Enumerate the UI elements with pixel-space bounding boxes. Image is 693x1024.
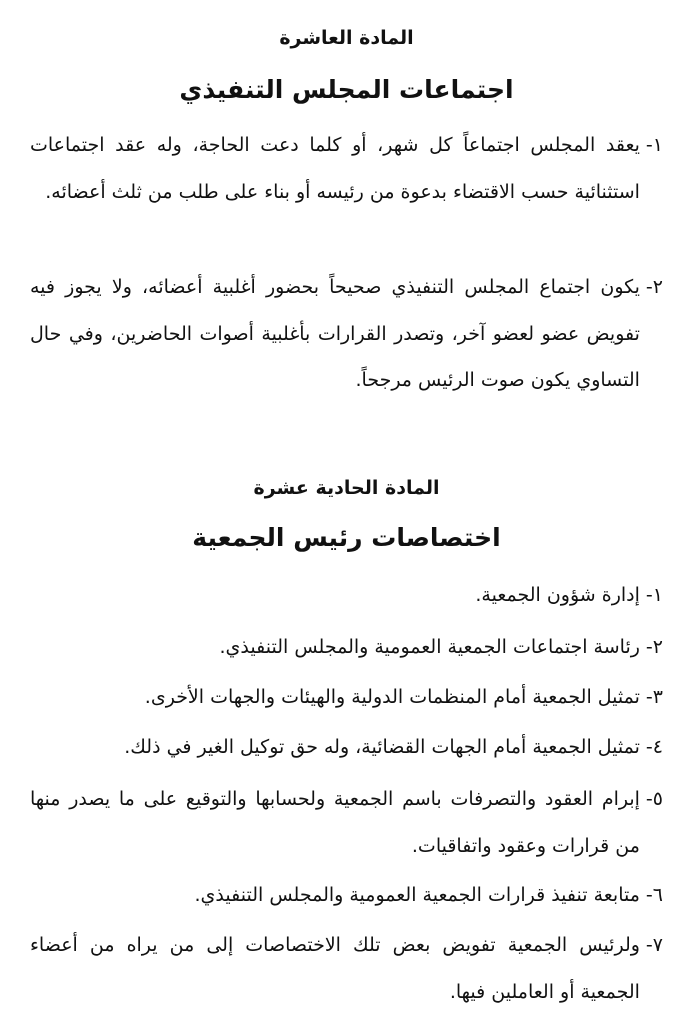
article-10-title: اجتماعات المجلس التنفيذي: [179, 75, 514, 104]
clause-text: متابعة تنفيذ قرارات الجمعية العمومية والمجلس التنفيذي.: [194, 884, 640, 906]
article-11-clause-2: [30, 624, 663, 671]
clause-text: يعقد المجلس اجتماعاً كل شهر، أو كلما دعت الحاجة، وله عقد اجتماعات استثنائية حسب الاقتضاء بدعوة من رئيسه أو بناء على طلب من ثلث أعضائه.: [30, 134, 640, 203]
article-11-clause-7: [30, 922, 663, 1015]
clause-text: ولرئيس الجمعية تفويض بعض تلك الاختصاصات إلى من يراه من أعضاء الجمعية أو العاملين فيها.: [30, 934, 640, 1003]
article-11-clause-6: [30, 872, 663, 919]
article-10-label: المادة العاشرة: [279, 27, 414, 49]
clause-text: إبرام العقود والتصرفات باسم الجمعية ولحسابها والتوقيع على ما يصدر منها من قرارات وعقود واتفاقيات.: [30, 788, 640, 857]
clause-number: ٦-: [645, 884, 663, 906]
article-11-title: اختصاصات رئيس الجمعية: [192, 523, 501, 552]
clause-text: رئاسة اجتماعات الجمعية العمومية والمجلس التنفيذي.: [219, 636, 640, 658]
article-10-clause-1: [30, 122, 663, 215]
clause-number: ٧-: [645, 934, 663, 956]
article-11-label: المادة الحادية عشرة: [253, 477, 440, 499]
clause-number: ٣-: [645, 686, 663, 708]
document-page: [30, 0, 663, 1024]
clause-number: ٥-: [645, 788, 663, 810]
article-10-clause-2: [30, 264, 663, 404]
clause-number: ٤-: [645, 736, 663, 758]
clause-text: تمثيل الجمعية أمام المنظمات الدولية والهيئات والجهات الأخرى.: [144, 686, 640, 708]
clause-number: ٢-: [645, 276, 663, 298]
clause-text: يكون اجتماع المجلس التنفيذي صحيحاً بحضور أغلبية أعضائه، ولا يجوز فيه تفويض عضو لعضو آخر، وتصدر القرارات بأغلبية أصوات الحاضرين، وفي حال التساوي يكون صوت الرئيس مرجحاً.: [30, 276, 640, 391]
clause-number: ٢-: [645, 636, 663, 658]
clause-text: إدارة شؤون الجمعية.: [475, 584, 640, 606]
clause-number: ١-: [645, 134, 663, 156]
article-11-clause-1: [30, 572, 663, 619]
clause-text: تمثيل الجمعية أمام الجهات القضائية، وله حق توكيل الغير في ذلك.: [124, 736, 640, 758]
article-11-clause-3: [30, 674, 663, 721]
article-11-clause-4: [30, 724, 663, 771]
clause-number: ١-: [645, 584, 663, 606]
article-11-clause-5: [30, 776, 663, 869]
